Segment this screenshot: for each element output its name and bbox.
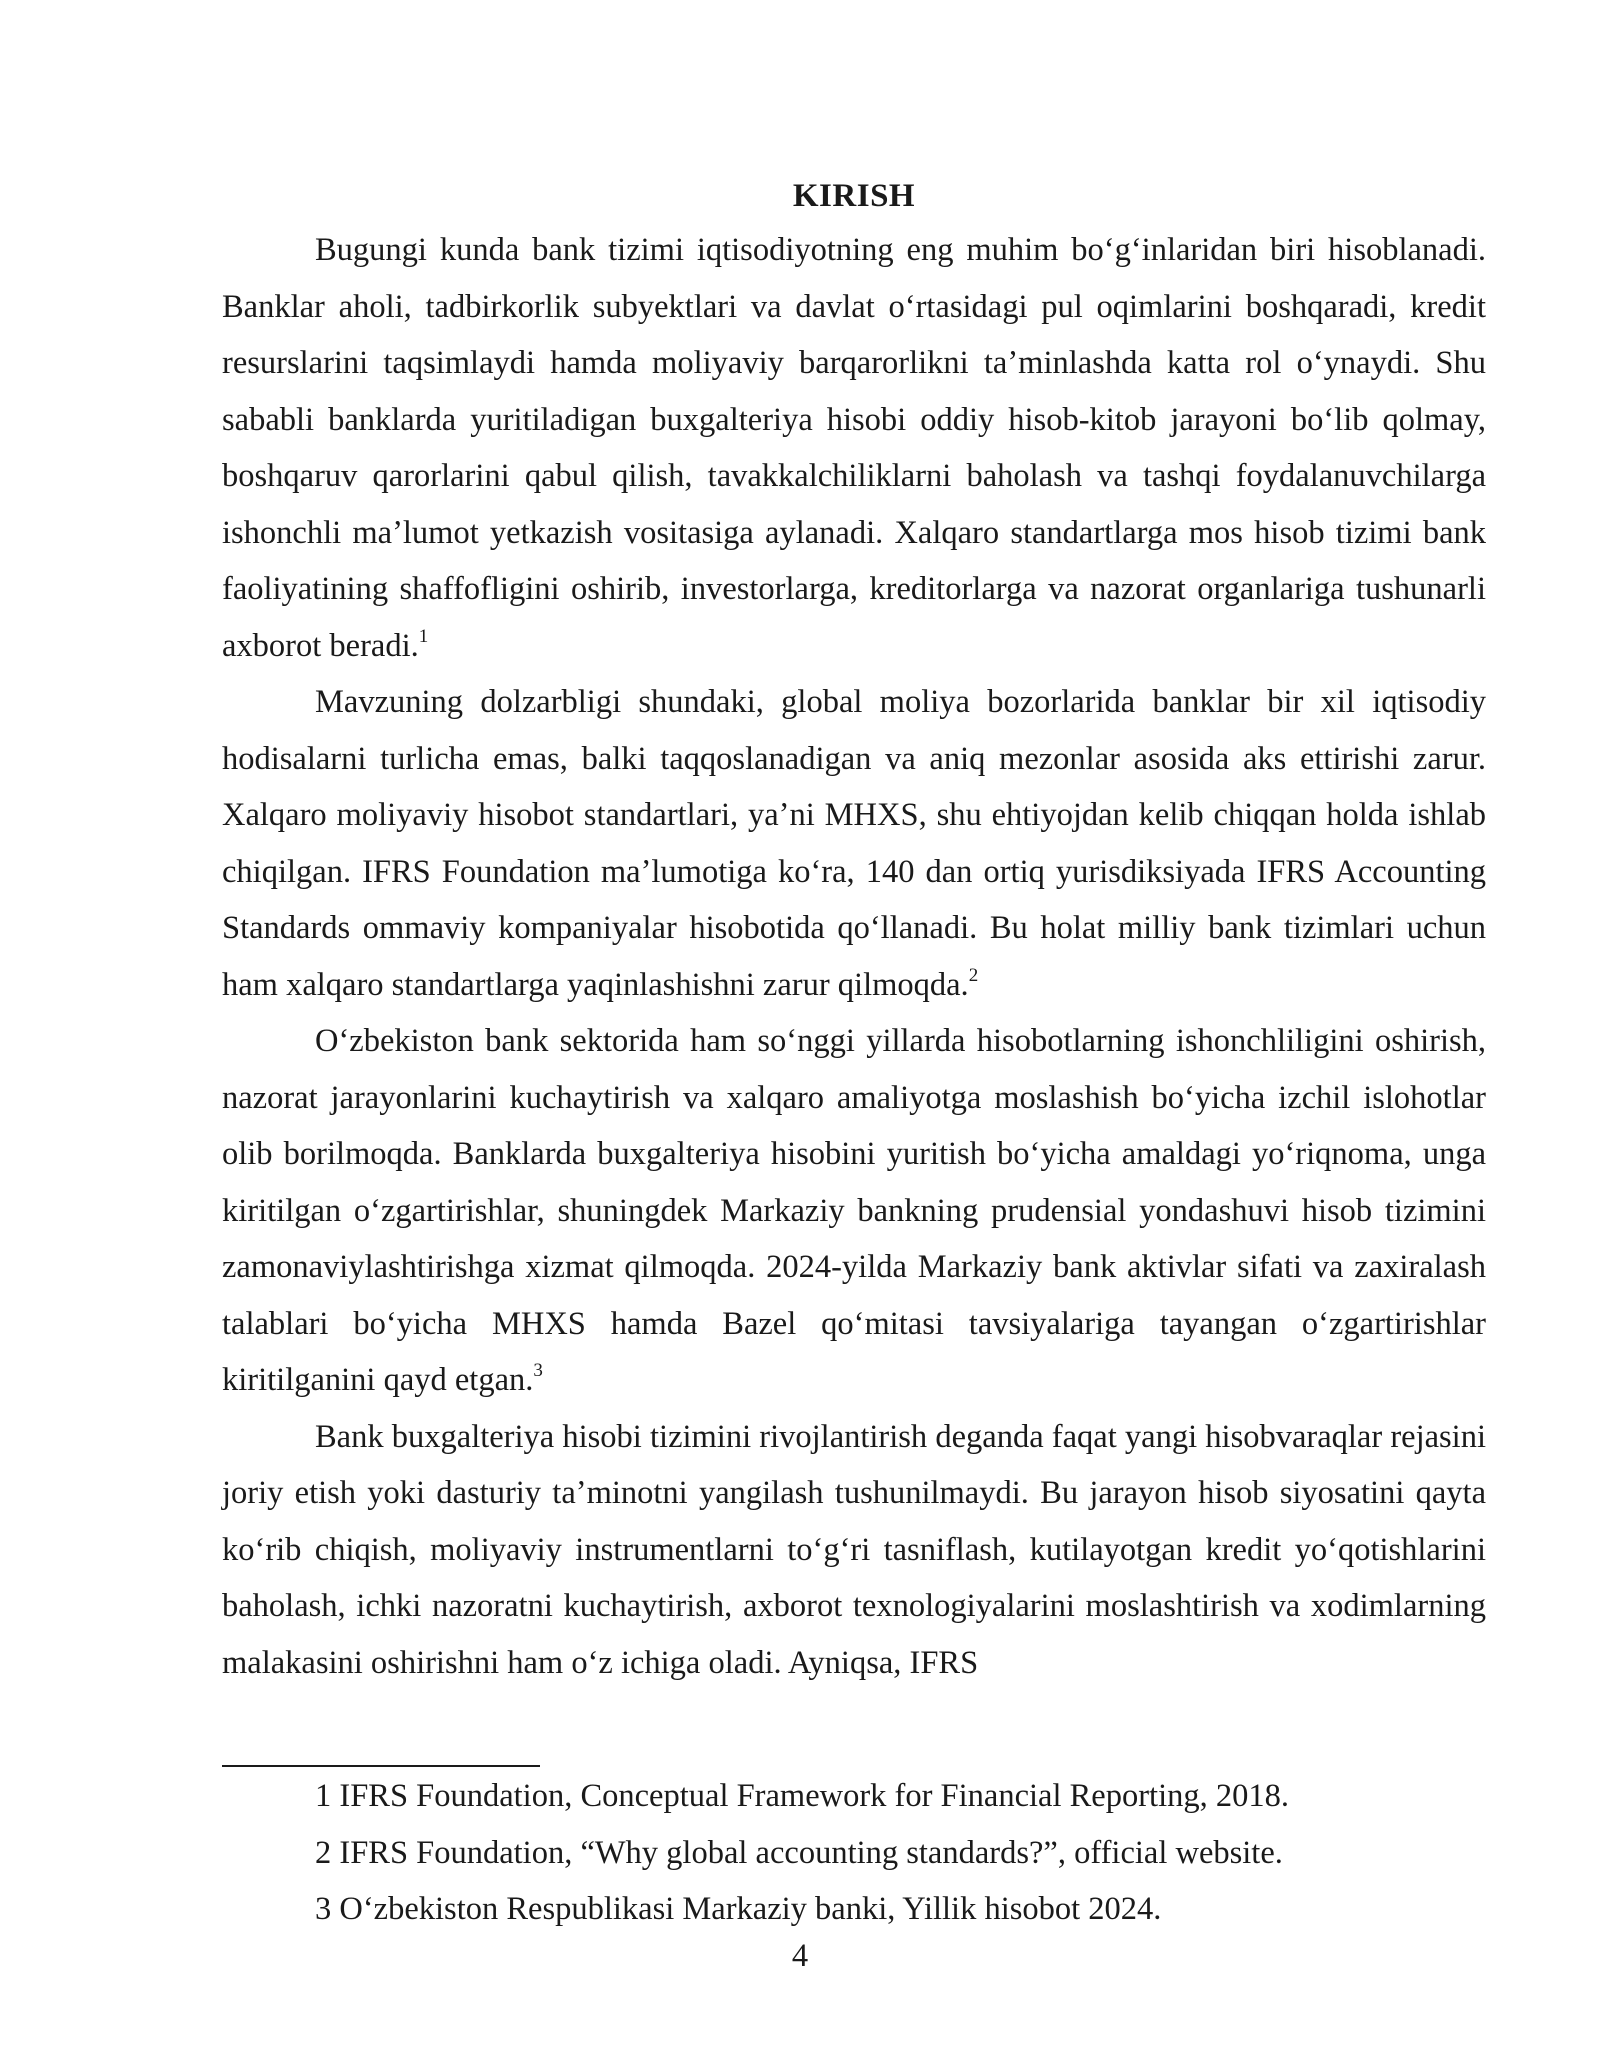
paragraph-1 (222, 222, 1486, 674)
footnote-2: 2 IFRS Foundation, “Why global accounting standards?”, official website. (315, 1834, 1283, 1871)
paragraph-1-text: Bugungi kunda bank tizimi iqtisodiyotning eng muhim boʻgʻinlaridan biri hisoblanadi. Banklar aholi, tadbirkorlik subyektlari va davlat oʻrtasidagi pul oqimlarini boshqaradi, kredit resurslarini taqsimlaydi hamda moliyaviy barqarorlikni taʼminlashda katta rol oʻynaydi. Shu sababli banklarda yuritiladigan buxgalteriya hisobi oddiy hisob-kitob jarayoni boʻlib qolmay, boshqaruv qarorlarini qabul qilish, tavakkalchiliklarni baholash va tashqi foydalanuvchilarga ishonchli maʼlumot yetkazish vositasiga aylanadi. Xalqaro standartlarga mos hisob tizimi bank faoliyatining shaffofligini oshirib, investorlarga, kreditorlarga va nazorat organlariga tushunarli axborot beradi. (222, 232, 1486, 664)
footnote-3: 3 Oʻzbekiston Respublikasi Markaziy banki, Yillik hisobot 2024. (315, 1891, 1162, 1927)
paragraph-3 (222, 1013, 1486, 1409)
footnote-ref-2[interactable]: 2 (968, 964, 979, 986)
section-title: KIRISH (792, 178, 916, 214)
footnote-separator (222, 1765, 540, 1767)
footnote-ref-1[interactable]: 1 (418, 625, 429, 647)
footnote-ref-3[interactable]: 3 (533, 1360, 543, 1381)
paragraph-3-text: Oʻzbekiston bank sektorida ham soʻnggi yillarda hisobotlarning ishonchliligini oshirish, nazorat jarayonlarini kuchaytirish va xalqaro amaliyotga moslashish boʻyicha izchil islohotlar olib borilmoqda. Banklarda buxgalteriya hisobini yuritish boʻyicha amaldagi yoʻriqnoma, unga kiritilgan oʻzgartirishlar, shuningdek Markaziy bankning prudensial yondashuvi hisob tizimini zamonaviylashtirishga xizmat qilmoqda. 2024-yilda Markaziy bank aktivlar sifati va zaxiralash talablari boʻyicha MHXS hamda Bazel qoʻmitasi tavsiyalariga tayangan oʻzgartirishlar kiritilganini qayd etgan. (222, 1023, 1486, 1398)
footnotes (222, 1768, 1486, 1938)
paragraph-2 (222, 674, 1486, 1013)
main-text (222, 172, 1486, 1691)
footnote-1: 1 IFRS Foundation, Conceptual Framework for Financial Reporting, 2018. (315, 1778, 1289, 1814)
paragraph-4 (222, 1409, 1486, 1692)
page-number: 4 (791, 1938, 809, 1974)
paragraph-4-text: Bank buxgalteriya hisobi tizimini rivojlantirish deganda faqat yangi hisobvaraqlar rejasini joriy etish yoki dasturiy taʼminotni yangilash tushunilmaydi. Bu jarayon hisob siyosatini qayta koʻrib chiqish, moliyaviy instrumentlarni toʻgʻri tasniflash, kutilayotgan kredit yoʻqotishlarini baholash, ichki nazoratni kuchaytirish, axborot texnologiyalarini moslashtirish va xodimlarning malakasini oshirishni ham oʻz ichiga oladi. Ayniqsa, IFRS (222, 1418, 1486, 1681)
paragraph-2-text: Mavzuning dolzarbligi shundaki, global moliya bozorlarida banklar bir xil iqtisodiy hodisalarni turlicha emas, balki taqqoslanadigan va aniq mezonlar asosida aks ettirishi zarur. Xalqaro moliyaviy hisobot standartlari, yaʼni MHXS, shu ehtiyojdan kelib chiqqan holda ishlab chiqilgan. IFRS Foundation maʼlumotiga koʻra, 140 dan ortiq yurisdiksiyada IFRS Accounting Standards ommaviy kompaniyalar hisobotida qoʻllanadi. Bu holat milliy bank tizimlari uchun ham xalqaro standartlarga yaqinlashishni zarur qilmoqda. (222, 684, 1486, 1003)
